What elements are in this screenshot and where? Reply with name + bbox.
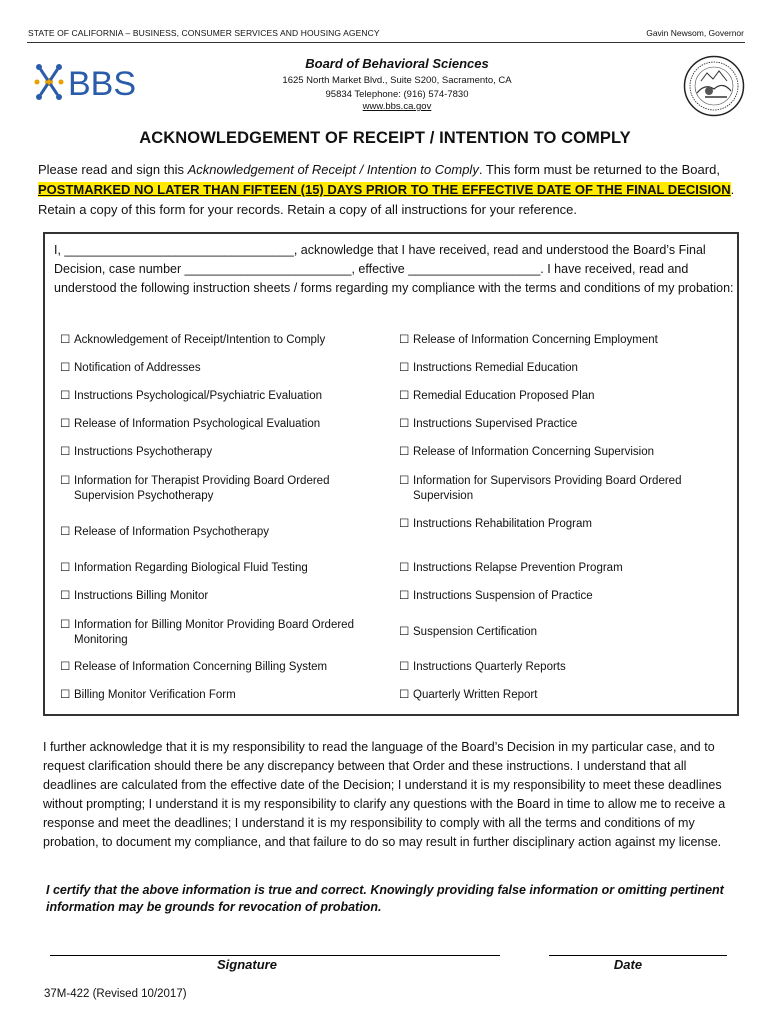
checklist-item[interactable] <box>60 474 390 504</box>
checklist-item-label: Billing Monitor Verification Form <box>74 689 236 701</box>
checkbox-icon[interactable]: ☐ <box>399 518 410 530</box>
checklist-item[interactable] <box>60 525 390 540</box>
checklist-item-label: Information for Therapist Providing Board Ordered Supervision Psychotherapy <box>74 475 330 502</box>
checklist-item[interactable] <box>399 688 734 703</box>
checkbox-icon[interactable]: ☐ <box>60 446 71 458</box>
checklist-item-label: Remedial Education Proposed Plan <box>413 390 595 402</box>
bbs-logo <box>34 62 159 102</box>
checkbox-icon[interactable]: ☐ <box>60 562 71 574</box>
checkbox-icon[interactable]: ☐ <box>60 526 71 538</box>
checklist-item[interactable] <box>60 333 390 348</box>
checkbox-icon[interactable]: ☐ <box>60 334 71 346</box>
checkbox-icon[interactable]: ☐ <box>399 334 410 346</box>
checklist-item-label: Information for Billing Monitor Providing Board Ordered Monitoring <box>74 619 354 646</box>
date-line[interactable] <box>549 955 727 956</box>
checklist-item[interactable] <box>399 561 734 576</box>
checklist-item-label: Instructions Remedial Education <box>413 362 578 374</box>
checklist-item-label: Release of Information Concerning Employment <box>413 334 658 346</box>
checklist-item[interactable] <box>60 445 390 460</box>
form-number: 37M-422 (Revised 10/2017) <box>44 988 187 1000</box>
checklist-item-label: Instructions Suspension of Practice <box>413 590 593 602</box>
checklist-item-label: Release of Information Psychotherapy <box>74 526 269 538</box>
checklist-item[interactable] <box>399 445 734 460</box>
checkbox-icon[interactable]: ☐ <box>399 562 410 574</box>
agency-header: STATE OF CALIFORNIA – BUSINESS, CONSUMER SERVICES AND HOUSING AGENCY <box>28 28 380 38</box>
checklist-item-label: Instructions Rehabilitation Program <box>413 518 592 530</box>
signature-line[interactable] <box>50 955 500 956</box>
checkbox-icon[interactable]: ☐ <box>399 661 410 673</box>
checklist-item[interactable] <box>399 517 734 532</box>
governor-name: Gavin Newsom, Governor <box>646 28 744 38</box>
intro-form-name: Acknowledgement of Receipt / Intention to Comply <box>187 162 479 177</box>
page-title: ACKNOWLEDGEMENT OF RECEIPT / INTENTION TO COMPLY <box>139 129 631 147</box>
intro-text: Please read and sign this <box>38 162 188 177</box>
checkbox-icon[interactable]: ☐ <box>60 619 71 631</box>
bbs-logo-text: BBS <box>68 65 137 102</box>
board-name: Board of Behavioral Sciences <box>305 56 489 71</box>
address-line-1: 1625 North Market Blvd., Suite S200, Sacramento, CA <box>282 75 512 86</box>
checklist-item-label: Instructions Psychotherapy <box>74 446 213 458</box>
checklist-item[interactable] <box>399 389 734 404</box>
checklist-item[interactable] <box>399 361 734 376</box>
checklist-item-label: Acknowledgement of Receipt/Intention to Comply <box>74 334 326 346</box>
checklist-item-label: Instructions Quarterly Reports <box>413 661 566 673</box>
checklist-item-label: Instructions Supervised Practice <box>413 418 578 430</box>
checkbox-icon[interactable]: ☐ <box>60 661 71 673</box>
intro-text-3: . Retain a copy of this form for your records. Retain a copy of all instructions for your reference. <box>38 182 735 217</box>
checklist-item-label: Quarterly Written Report <box>413 689 538 701</box>
checklist-item-label: Release of Information Psychological Evaluation <box>74 418 321 430</box>
responsibility-paragraph: I further acknowledge that it is my responsibility to read the language of the Board’s Decision in my particular case, and to request clarification should there be any discrepancy between that Order and these instructions. I understand that all deadlines are calculated from the effective date of the Decision; I understand it is my responsibility to meet these deadlines without prompting; I understand it is my responsibility to clarify any questions with the Board in time to allow me to receive a response and meet the deadlines; I understand it is my responsibility to comply with all the terms and conditions of my probation, to document my compliance, and that failure to do so may result in further disciplinary action against my license. <box>43 740 726 849</box>
checklist-item[interactable] <box>60 561 390 576</box>
checkbox-icon[interactable]: ☐ <box>60 475 71 487</box>
state-seal-icon <box>683 55 745 117</box>
checklist-item-label: Information Regarding Biological Fluid Testing <box>74 562 308 574</box>
checklist-item[interactable] <box>399 333 734 348</box>
checklist-item[interactable] <box>60 660 390 675</box>
checklist-item-label: Release of Information Concerning Supervision <box>413 446 654 458</box>
header-divider <box>27 42 745 43</box>
bbs-logo-icon <box>35 64 64 100</box>
checkbox-icon[interactable]: ☐ <box>399 689 410 701</box>
checklist-item[interactable] <box>60 417 390 432</box>
checkbox-icon[interactable]: ☐ <box>399 475 410 487</box>
acknowledge-paragraph: I, _________________________________, acknowledge that I have received, read and understood the Board’s Final Decision, case number ________________________, effective ___________________. I have received, read and understood the following instruction sheets / forms regarding my compliance with the terms and conditions of my probation: <box>54 243 734 295</box>
checklist-item[interactable] <box>60 589 390 604</box>
checklist-item-label: Release of Information Concerning Billing System <box>74 661 328 673</box>
checkbox-icon[interactable]: ☐ <box>60 689 71 701</box>
website-link[interactable]: www.bbs.ca.gov <box>362 101 432 112</box>
certification-statement: I certify that the above information is true and correct. Knowingly providing false information or omitting pertinent information may be grounds for revocation of probation. <box>46 883 724 914</box>
checklist-item[interactable] <box>60 618 390 648</box>
checklist-item[interactable] <box>60 389 390 404</box>
address-line-2: 95834 Telephone: (916) 574-7830 <box>325 89 469 100</box>
checklist-item-label: Instructions Billing Monitor <box>74 590 209 602</box>
checkbox-icon[interactable]: ☐ <box>60 390 71 402</box>
checklist-item[interactable] <box>399 589 734 604</box>
checkbox-icon[interactable]: ☐ <box>399 446 410 458</box>
checklist-item-label: Suspension Certification <box>413 626 538 638</box>
intro-paragraph <box>38 160 738 220</box>
deadline-highlight: POSTMARKED NO LATER THAN FIFTEEN (15) DAYS PRIOR TO THE EFFECTIVE DATE OF THE FINAL DECISION <box>38 182 731 197</box>
checklist-item[interactable] <box>399 474 734 504</box>
checklist-item[interactable] <box>399 417 734 432</box>
checkbox-icon[interactable]: ☐ <box>399 590 410 602</box>
checklist-item[interactable] <box>399 660 734 675</box>
checklist-item-label: Notification of Addresses <box>74 362 201 374</box>
checkbox-icon[interactable]: ☐ <box>60 590 71 602</box>
checklist-item-label: Instructions Relapse Prevention Program <box>413 562 623 574</box>
checklist-item[interactable] <box>399 625 734 640</box>
signature-label: Signature <box>217 957 277 972</box>
checklist-item-label: Information for Supervisors Providing Board Ordered Supervision <box>413 475 682 502</box>
checkbox-icon[interactable]: ☐ <box>60 362 71 374</box>
checklist-item-label: Instructions Psychological/Psychiatric Evaluation <box>74 390 323 402</box>
checkbox-icon[interactable]: ☐ <box>399 626 410 638</box>
date-label: Date <box>613 957 643 972</box>
checkbox-icon[interactable]: ☐ <box>60 418 71 430</box>
checklist-item[interactable] <box>60 688 390 703</box>
checkbox-icon[interactable]: ☐ <box>399 390 410 402</box>
checkbox-icon[interactable]: ☐ <box>399 362 410 374</box>
checklist-item[interactable] <box>60 361 390 376</box>
checkbox-icon[interactable]: ☐ <box>399 418 410 430</box>
intro-text-2: . This form must be returned to the Board, <box>478 162 720 177</box>
